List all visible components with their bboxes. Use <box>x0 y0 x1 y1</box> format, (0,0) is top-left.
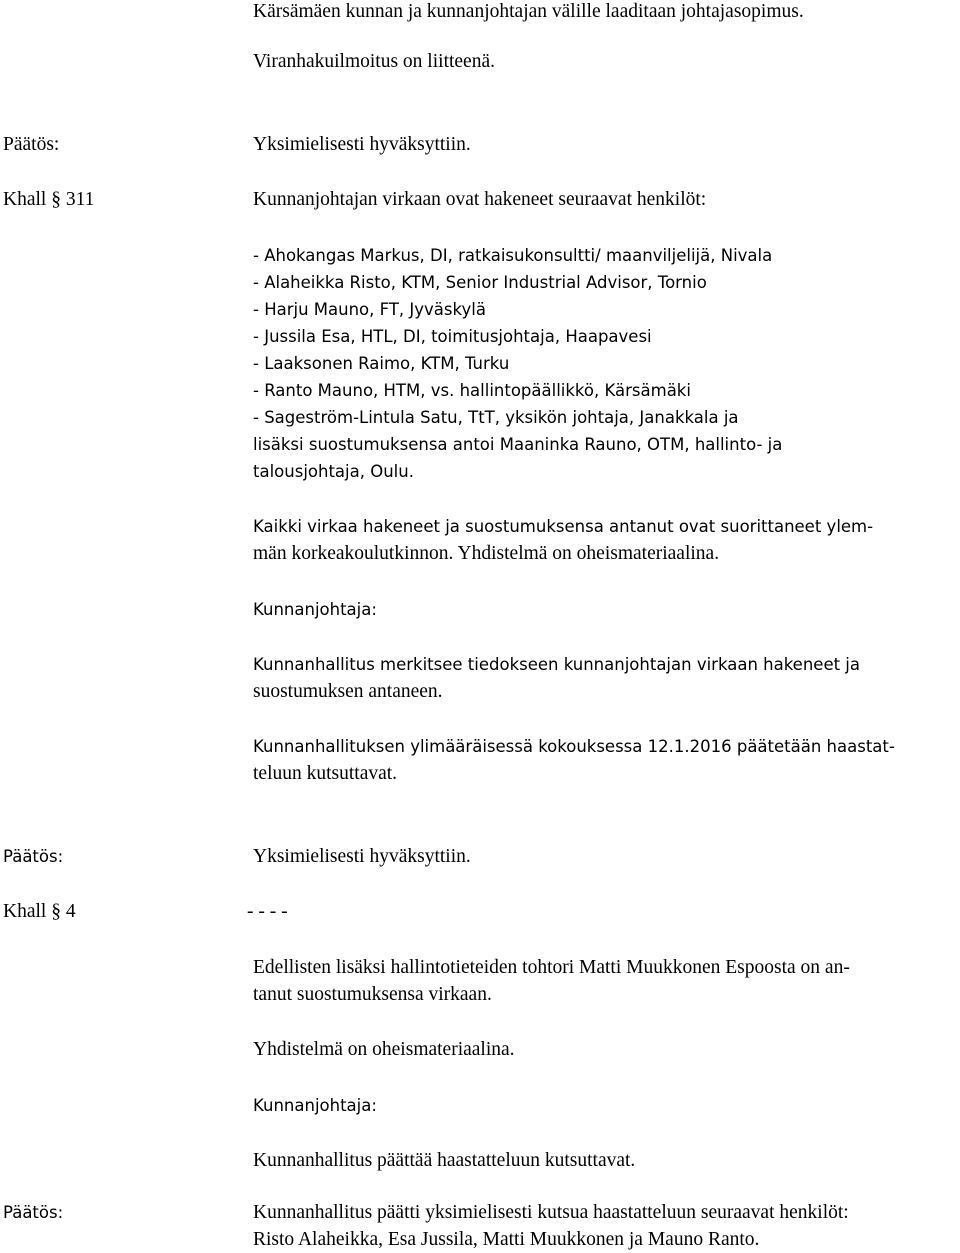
applicant-line: - Ranto Mauno, HTM, vs. hallintopäällikkö, Kärsämäki <box>253 381 691 400</box>
applicant-line: - Ahokangas Markus, DI, ratkaisukonsultti/ maanviljelijä, Nivala <box>253 246 773 265</box>
applicant-line: lisäksi suostumuksensa antoi Maaninka Rauno, OTM, hallinto- ja <box>253 435 783 454</box>
section-label-khall-311: Khall § 311 <box>3 189 95 210</box>
intro-line-2: Viranhakuilmoitus on liitteenä. <box>253 51 495 72</box>
paragraph-line: suostumuksen antaneen. <box>253 681 443 702</box>
decision-line: Kunnanhallitus päätti yksimielisesti kutsua haastatteluun seuraavat henkilöt: <box>253 1202 849 1223</box>
decision-label: Päätös: <box>3 1203 64 1222</box>
paragraph-line: Kunnanhallituksen ylimääräisessä kokouksessa 12.1.2016 päätetään haastat- <box>253 737 895 756</box>
kunnanjohtaja-label: Kunnanjohtaja: <box>253 600 377 619</box>
paragraph-line: Kaikki virkaa hakeneet ja suostumuksensa antanut ovat suorittaneet ylem- <box>253 517 874 536</box>
applicant-line: - Jussila Esa, HTL, DI, toimitusjohtaja, Haapavesi <box>253 327 652 346</box>
paragraph-line: Yhdistelmä on oheismateriaalina. <box>253 1039 515 1060</box>
applicant-line: - Sageström-Lintula Satu, TtT, yksikön johtaja, Janakkala ja <box>253 408 739 427</box>
paragraph-line: tanut suostumuksensa virkaan. <box>253 984 492 1005</box>
dashes: - - - - <box>247 901 288 922</box>
decision-text: Yksimielisesti hyväksyttiin. <box>253 134 471 155</box>
applicant-line: talousjohtaja, Oulu. <box>253 462 414 481</box>
section-label-khall-4: Khall § 4 <box>3 901 76 922</box>
kunnanjohtaja-label: Kunnanjohtaja: <box>253 1096 377 1115</box>
decision-text: Yksimielisesti hyväksyttiin. <box>253 846 471 867</box>
paragraph-line: teluun kutsuttavat. <box>253 763 398 784</box>
applicant-line: - Alaheikka Risto, KTM, Senior Industrial Advisor, Tornio <box>253 273 707 292</box>
decision-line: Risto Alaheikka, Esa Jussila, Matti Muukkonen ja Mauno Ranto. <box>253 1229 760 1250</box>
intro-line-1: Kärsämäen kunnan ja kunnanjohtajan välille laaditaan johtajasopimus. <box>253 1 804 22</box>
paragraph-line: Kunnanhallitus merkitsee tiedokseen kunnanjohtajan virkaan hakeneet ja <box>253 655 861 674</box>
decision-label: Päätös: <box>3 134 60 155</box>
section-intro: Kunnanjohtajan virkaan ovat hakeneet seuraavat henkilöt: <box>253 189 707 210</box>
paragraph-line: Edellisten lisäksi hallintotieteiden tohtori Matti Muukkonen Espoosta on an- <box>253 957 850 978</box>
decision-label: Päätös: <box>3 847 64 866</box>
applicant-line: - Harju Mauno, FT, Jyväskylä <box>253 300 486 319</box>
paragraph-line: män korkeakoulutkinnon. Yhdistelmä on oheismateriaalina. <box>253 543 720 564</box>
applicant-line: - Laaksonen Raimo, KTM, Turku <box>253 354 510 373</box>
paragraph-line: Kunnanhallitus päättää haastatteluun kutsuttavat. <box>253 1150 636 1171</box>
